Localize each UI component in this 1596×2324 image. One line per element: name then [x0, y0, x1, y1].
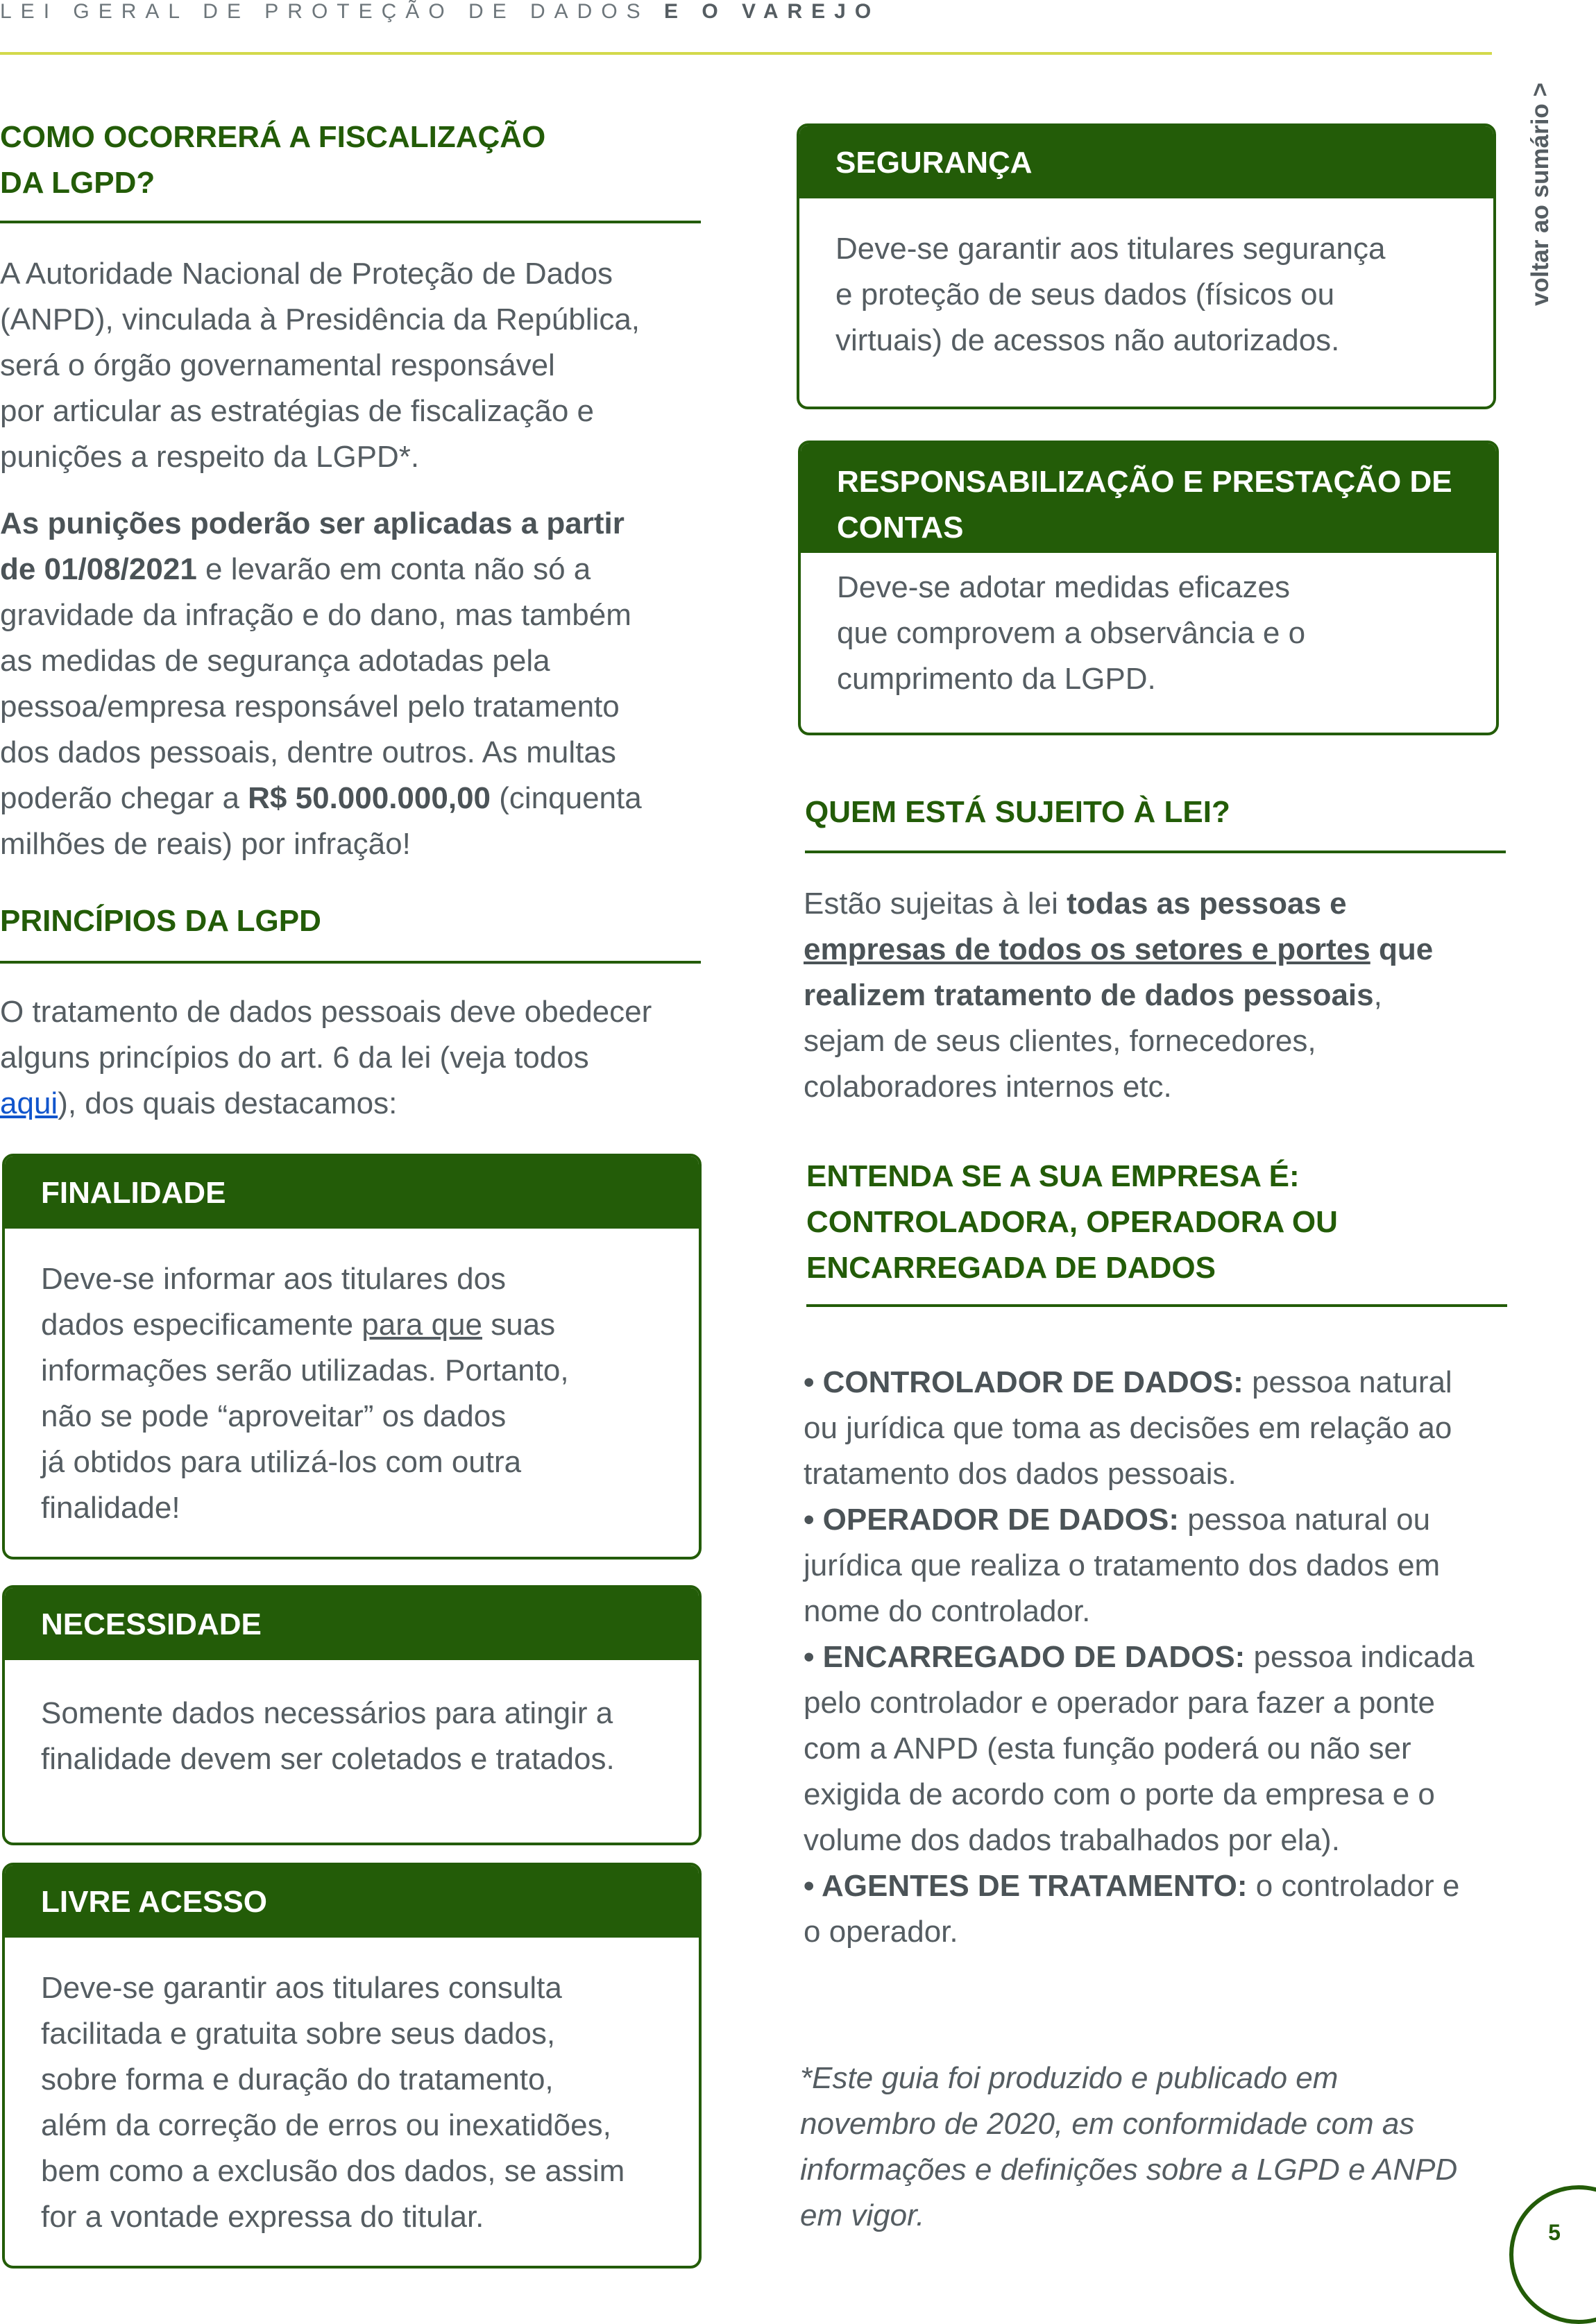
text-line: não se pode “aproveitar” os dados: [41, 1399, 507, 1433]
text-span: o controlador e: [1247, 1869, 1460, 1903]
emphasis-text: que: [1370, 932, 1434, 966]
card-necessidade-body: [5, 1660, 699, 1782]
card-title-line2: CONTAS: [837, 511, 964, 545]
entenda-heading: [806, 1154, 1507, 1291]
roles-list: [804, 1360, 1511, 1955]
emphasis-text: realizem tratamento de dados pessoais: [804, 978, 1374, 1012]
text-span: suas: [482, 1308, 556, 1342]
footnote: [800, 2056, 1494, 2239]
text-line: cumprimento da LGPD.: [837, 662, 1156, 696]
text-line: informações e definições sobre a LGPD e ANPD: [800, 2153, 1458, 2187]
card-livre-acesso-title: LIVRE ACESSO: [5, 1865, 699, 1938]
back-to-summary-label[interactable]: voltar ao sumário >: [1527, 83, 1554, 306]
fiscalizacao-paragraph-1: [0, 251, 708, 480]
text-line: sobre forma e duração do tratamento,: [41, 2062, 554, 2096]
card-finalidade-body: [5, 1229, 699, 1531]
text-line: por articular as estratégias de fiscalização e: [0, 394, 594, 428]
text-line: além da correção de erros ou inexatidões,: [41, 2108, 611, 2142]
card-livre-acesso-body: [5, 1938, 699, 2240]
text-span: dados especificamente: [41, 1308, 362, 1342]
principios-intro: [0, 989, 708, 1127]
text-line: sejam de seus clientes, fornecedores,: [804, 1024, 1316, 1058]
role-encarregado: [804, 1634, 1511, 1863]
text-line: (ANPD), vinculada à Presidência da República,: [0, 302, 640, 336]
role-label: • ENCARREGADO DE DADOS:: [804, 1640, 1246, 1674]
header-title-light: LEI GERAL DE PROTEÇÃO DE DADOS: [0, 0, 665, 23]
text-line: novembro de 2020, em conformidade com as: [800, 2107, 1415, 2141]
text-span: e levarão em conta não só a: [196, 552, 591, 586]
text-line: Deve-se adotar medidas eficazes: [837, 570, 1290, 604]
text-span: (cinquenta: [491, 781, 642, 815]
role-label: • CONTROLADOR DE DADOS:: [804, 1365, 1243, 1399]
text-line: exigida de acordo com o porte da empresa e o: [804, 1777, 1435, 1811]
role-label: • AGENTES DE TRATAMENTO:: [804, 1869, 1248, 1903]
text-line: volume dos dados trabalhados por ela).: [804, 1823, 1340, 1857]
header-title: [0, 0, 880, 24]
text-line: em vigor.: [800, 2198, 925, 2232]
card-finalidade: [2, 1154, 702, 1560]
text-line: Deve-se garantir aos titulares consulta: [41, 1971, 562, 2005]
principios-divider: [0, 961, 701, 964]
sujeito-divider: [805, 851, 1506, 853]
sujeito-paragraph: [804, 881, 1511, 1110]
text-line: que comprovem a observância e o: [837, 616, 1306, 650]
fiscalizacao-divider: [0, 221, 701, 223]
page-number: 5: [1548, 2220, 1561, 2245]
emphasis-text: empresas de todos os setores e portes: [804, 932, 1370, 966]
fiscalizacao-heading-line1: COMO OCORRERÁ A FISCALIZAÇÃO: [0, 120, 546, 154]
penalty-date: de 01/08/2021: [0, 552, 197, 586]
text-span: pessoa indicada: [1245, 1640, 1475, 1674]
text-line: o operador.: [804, 1915, 958, 1949]
text-line: milhões de reais) por infração!: [0, 827, 411, 861]
entenda-divider: [806, 1304, 1507, 1307]
text-line: informações serão utilizadas. Portanto,: [41, 1353, 569, 1387]
text-line: finalidade!: [41, 1491, 180, 1525]
role-controlador: [804, 1360, 1511, 1497]
card-seguranca: [797, 123, 1496, 409]
role-agentes: [804, 1863, 1511, 1955]
text-span: pessoa natural: [1243, 1365, 1452, 1399]
text-line: com a ANPD (esta função poderá ou não ser: [804, 1732, 1411, 1766]
text-line: Somente dados necessários para atingir a: [41, 1696, 613, 1730]
text-line: pessoa/empresa responsável pelo tratamento: [0, 690, 620, 724]
text-line: as medidas de segurança adotadas pela: [0, 644, 550, 678]
text-line: virtuais) de acessos não autorizados.: [835, 323, 1340, 357]
card-responsabilizacao-title: [801, 443, 1496, 553]
fiscalizacao-heading-line2: DA LGPD?: [0, 166, 155, 200]
text-line: Deve-se garantir aos titulares segurança: [835, 232, 1386, 266]
entenda-heading-line3: ENCARREGADA DE DADOS: [806, 1251, 1216, 1285]
text-line: dos dados pessoais, dentre outros. As multas: [0, 735, 616, 769]
text-line: nome do controlador.: [804, 1594, 1091, 1628]
penalty-date-text: As punições poderão ser aplicadas a partir: [0, 506, 625, 540]
header-title-bold: E O VAREJO: [664, 0, 881, 23]
principles-link[interactable]: aqui: [0, 1086, 58, 1120]
back-to-summary-link[interactable]: [1520, 55, 1561, 333]
sujeito-heading: QUEM ESTÁ SUJEITO À LEI?: [805, 795, 1230, 829]
text-line: tratamento dos dados pessoais.: [804, 1457, 1237, 1491]
text-line: ou jurídica que toma as decisões em relação ao: [804, 1411, 1452, 1445]
text-line: O tratamento de dados pessoais deve obedecer: [0, 995, 652, 1029]
principios-heading: PRINCÍPIOS DA LGPD: [0, 904, 321, 938]
entenda-heading-line2: CONTROLADORA, OPERADORA OU: [806, 1205, 1338, 1239]
text-line: pelo controlador e operador para fazer a ponte: [804, 1686, 1435, 1720]
emphasis-text: todas as pessoas e: [1067, 887, 1347, 921]
text-line: jurídica que realiza o tratamento dos dados em: [804, 1548, 1441, 1582]
text-span: pessoa natural ou: [1179, 1503, 1431, 1537]
text-line: punições a respeito da LGPD*.: [0, 440, 420, 474]
text-line: A Autoridade Nacional de Proteção de Dados: [0, 257, 613, 291]
text-line: alguns princípios do art. 6 da lei (veja todos: [0, 1041, 589, 1075]
card-livre-acesso: [2, 1863, 702, 2269]
text-line: *Este guia foi produzido e publicado em: [800, 2061, 1339, 2095]
page-header: [0, 0, 1492, 55]
text-span: poderão chegar a: [0, 781, 248, 815]
card-title-line1: RESPONSABILIZAÇÃO E PRESTAÇÃO DE: [837, 465, 1452, 499]
card-responsabilizacao: [798, 441, 1499, 735]
text-line: bem como a exclusão dos dados, se assim: [41, 2154, 625, 2188]
text-span: ), dos quais destacamos:: [58, 1086, 398, 1120]
fiscalizacao-paragraph-2: [0, 501, 708, 867]
card-finalidade-title: FINALIDADE: [5, 1156, 699, 1229]
fine-amount: R$ 50.000.000,00: [248, 781, 491, 815]
text-line: for a vontade expressa do titular.: [41, 2200, 484, 2234]
card-seguranca-title: SEGURANÇA: [799, 126, 1493, 198]
text-line: e proteção de seus dados (físicos ou: [835, 277, 1335, 311]
card-necessidade-title: NECESSIDADE: [5, 1588, 699, 1660]
text-line: já obtidos para utilizá-los com outra: [41, 1445, 522, 1479]
role-operador: [804, 1497, 1511, 1634]
page-corner-ornament: [1509, 2185, 1596, 2324]
text-line: finalidade devem ser coletados e tratados.: [41, 1742, 615, 1776]
card-necessidade: [2, 1585, 702, 1845]
fiscalizacao-heading: [0, 114, 701, 206]
text-line: gravidade da infração e do dano, mas também: [0, 598, 631, 632]
emphasis-text: para que: [362, 1308, 482, 1342]
entenda-heading-line1: ENTENDA SE A SUA EMPRESA É:: [806, 1159, 1300, 1193]
card-responsabilizacao-body: [801, 553, 1496, 702]
text-line: colaboradores internos etc.: [804, 1070, 1172, 1104]
text-line: facilitada e gratuita sobre seus dados,: [41, 2017, 556, 2051]
text-span: Estão sujeitas à lei: [804, 887, 1067, 921]
text-span: ,: [1373, 978, 1382, 1012]
card-seguranca-body: [799, 198, 1493, 364]
role-label: • OPERADOR DE DADOS:: [804, 1503, 1179, 1537]
text-line: será o órgão governamental responsável: [0, 348, 555, 382]
text-line: Deve-se informar aos titulares dos: [41, 1262, 507, 1296]
